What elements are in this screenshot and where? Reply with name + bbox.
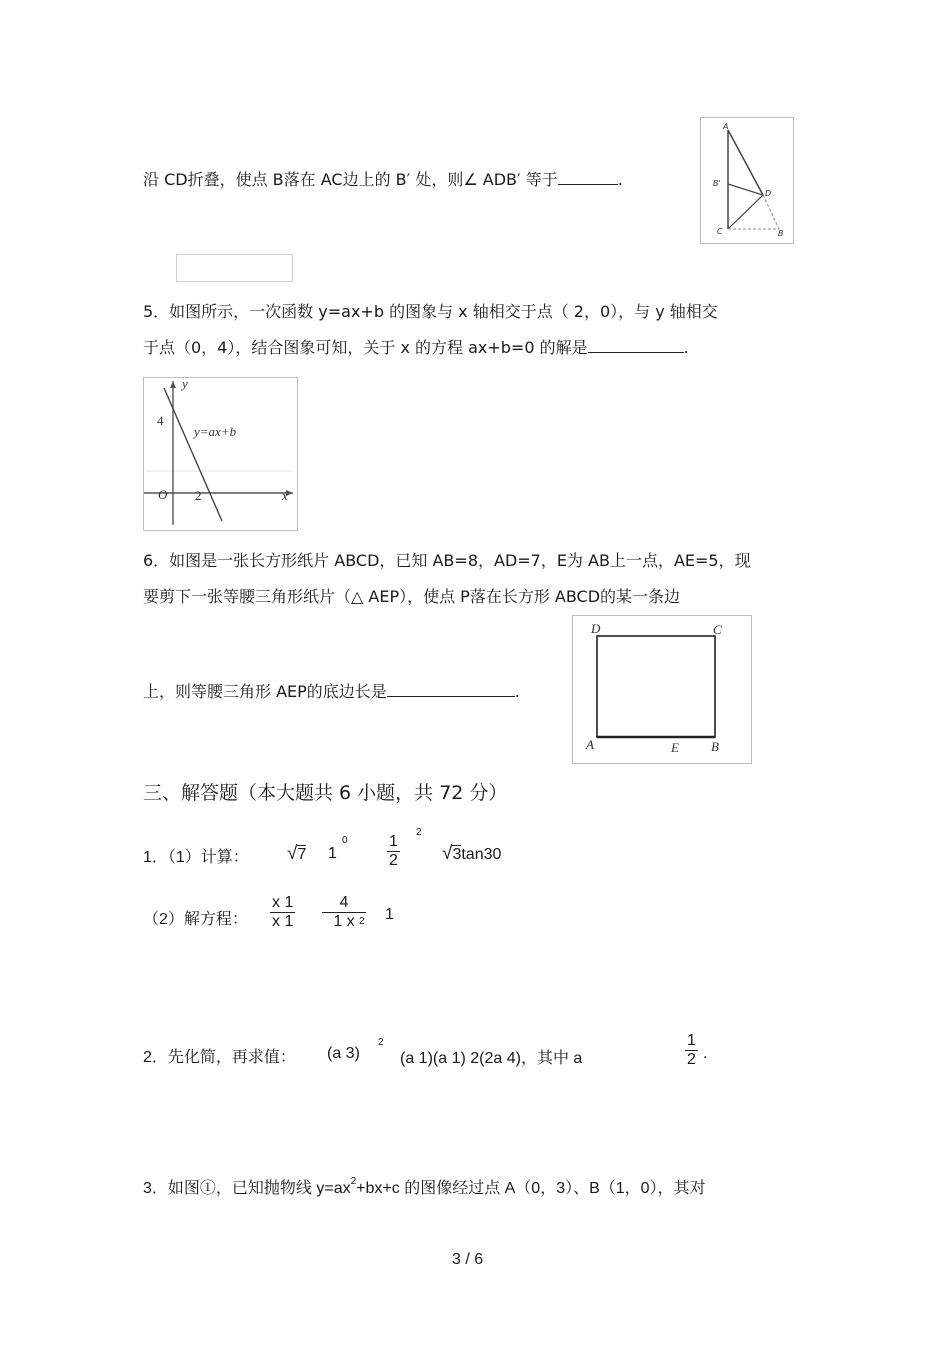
q5-answer-blank — [588, 338, 684, 353]
q6-label-c: C — [713, 622, 722, 637]
q4-text-line — [143, 170, 623, 190]
q4-answer-blank — [558, 170, 618, 185]
q5-graph-figure — [143, 377, 298, 531]
q5-line-label: y=ax+b — [194, 424, 237, 439]
p2-expr-1: (a 3) — [327, 1045, 360, 1062]
page-number: 3 / 6 — [452, 1251, 484, 1268]
q4-label-b: B — [778, 229, 784, 238]
q6-label-a: A — [586, 737, 594, 752]
section-3-title: 三、解答题（本大题共 6 小题，共 72 分） — [143, 782, 508, 804]
p2-exponent: 2 — [378, 1037, 384, 1048]
p1-sqrt3-tan: √3tan30 — [442, 843, 502, 864]
q4-label-c: C — [717, 227, 723, 236]
q6-label-d: D — [591, 621, 601, 636]
q4-text: 沿 CD折叠，使点 B落在 AC边上的 B′ 处，则∠ ADB′ 等于 — [143, 170, 558, 189]
p1-sqrt7: √7 — [287, 843, 307, 864]
q5-line-1: 5．如图所示，一次函数 y=ax+b 的图象与 x 轴相交于点（ 2，0），与 y 轴相交 — [143, 302, 718, 321]
q6-rectangle-figure — [572, 615, 752, 764]
q6-label-b: B — [711, 739, 719, 754]
answer-box — [176, 254, 293, 282]
q6-line-2: 要剪下一张等腰三角形纸片（△ AEP），使点 P落在长方形 ABCD的某一条边 — [143, 587, 681, 606]
q5-y-tick-label: 4 — [157, 413, 164, 428]
q4-label-a: A — [723, 122, 729, 131]
p1-part2-prefix: （2）解方程： — [143, 911, 248, 928]
p1-fraction-2: $\frac{4}{1 x}$ — [322, 894, 366, 931]
p1-prefix: 1．（1）计算： — [143, 849, 249, 866]
q5-origin-label: O — [158, 487, 168, 502]
q5-line-2 — [143, 338, 689, 358]
p2-period: . — [703, 1045, 708, 1062]
q5-period: . — [683, 338, 689, 357]
q4-label-b-prime: B' — [713, 179, 721, 188]
p1-one: 1 — [328, 845, 337, 862]
p3-line: 3．如图①，已知抛物线 $y=ax^2+bx+c$ 的图像经过点 A（0，3）、B（1，0），其对 — [143, 1176, 706, 1197]
q6-rectangle-svg — [573, 616, 751, 763]
q6-line-3 — [143, 682, 520, 702]
q5-line-2-text: 于点（0，4），结合图象可知，关于 x 的方程 ax+b=0 的解是 — [143, 338, 588, 357]
p2-expr-2: (a 1)(a 1) 2(2a 4)，其中 a — [400, 1050, 583, 1067]
q5-graph-svg — [144, 378, 297, 530]
q4-triangle-svg — [701, 118, 793, 243]
q6-answer-blank — [387, 682, 515, 697]
p2-prefix: 2．先化简，再求值： — [143, 1049, 296, 1066]
p1-exponent-2: 2 — [416, 827, 422, 838]
p1-fraction-2-exponent: 2 — [359, 916, 365, 927]
q5-x-axis-label: x — [282, 488, 288, 503]
p1-half-fraction: $\frac{1}{2}$ — [389, 833, 398, 869]
p1-fraction-1: $\frac{x 1}{x 1}$ — [272, 894, 294, 930]
p1-rhs: 1 — [385, 906, 394, 923]
q4-label-d: D — [765, 189, 772, 198]
p1-exponent-0: 0 — [342, 835, 348, 846]
q4-triangle-figure — [700, 117, 794, 244]
q6-label-e: E — [671, 740, 679, 755]
q4-period: . — [617, 170, 623, 189]
q6-line-1: 6．如图是一张长方形纸片 ABCD，已知 AB=8，AD=7，E为 AB上一点，AE=5，现 — [143, 551, 751, 570]
p2-fraction: $\frac{1}{2}$ — [687, 1032, 696, 1068]
q5-y-axis-label: y — [182, 378, 188, 391]
q5-x-tick-label: 2 — [195, 488, 202, 503]
q6-period: . — [514, 682, 520, 701]
q6-line-3-text: 上，则等腰三角形 AEP的底边长是 — [143, 682, 387, 701]
